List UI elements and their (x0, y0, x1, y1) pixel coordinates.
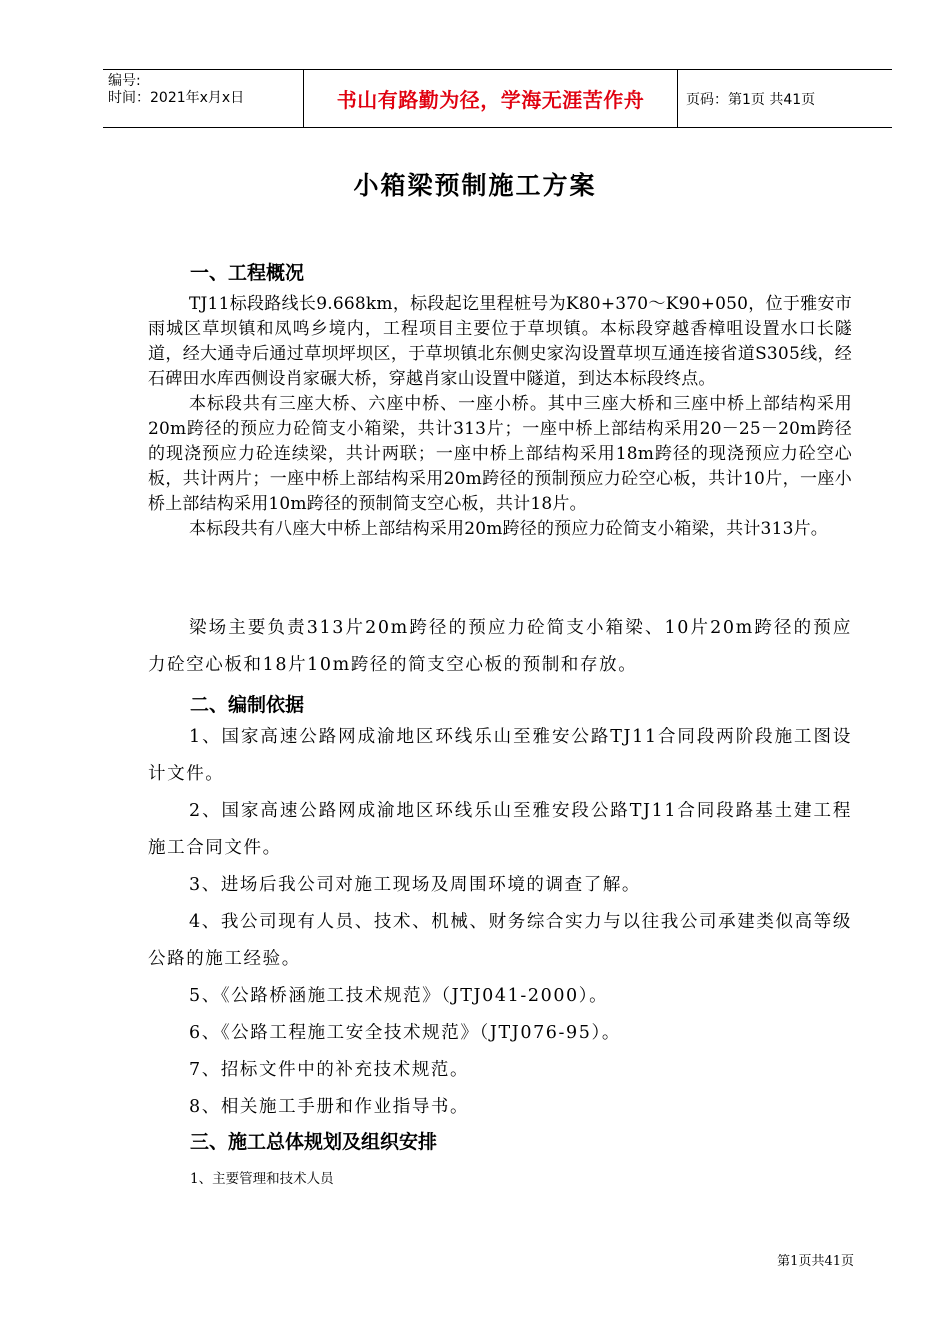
list-item: 1、国家高速公路网成渝地区环线乐山至雅安公路TJ11合同段两阶段施工图设计文件。 (148, 727, 852, 784)
paragraph: TJ11标段路线长9.668km，标段起讫里程桩号为K80+370～K90+050，位于雅安市雨城区草坝镇和凤鸣乡境内，工程项目主要位于草坝镇。本标段穿越香樟咀设置水口长隧道，经大通寺后通过草坝坪坝区，于草坝镇北东侧史家沟设置草坝互通连接省道S305线，经石碑田水库西侧设肖家碾大桥，穿越肖家山设置中隧道，到达本标段终点。 (148, 294, 852, 389)
page-header (103, 69, 892, 128)
paragraph: 本标段共有八座大中桥上部结构采用20m跨径的预应力砼简支小箱梁，共计313片。 (189, 519, 828, 539)
section-3-heading: 三、施工总体规划及组织安排 (190, 1131, 438, 1153)
header-motto: 书山有路勤为径，学海无涯苦作舟 (304, 70, 678, 127)
paragraph: 本标段共有三座大桥、六座中桥、一座小桥。其中三座大桥和三座中桥上部结构采用20m跨径的预应力砼简支小箱梁，共计313片；一座中桥上部结构采用20－25－20m跨径的现浇预应力砼连续梁，共计两联；一座中桥上部结构采用18m跨径的现浇预应力砼空心板，共计两片；一座中桥上部结构采用20m跨径的预制预应力砼空心板，共计10片，一座小桥上部结构采用10m跨径的预制简支空心板，共计18片。 (148, 394, 852, 514)
time-label: 时间：2021年x月x日 (108, 90, 245, 106)
header-page-code: 页码：第1页 共41页 (686, 91, 816, 108)
number-label: 编号: (108, 73, 141, 89)
list-item: 2、国家高速公路网成渝地区环线乐山至雅安段公路TJ11合同段路基土建工程施工合同文件。 (148, 801, 852, 858)
subsection-heading: 1、主要管理和技术人员 (190, 1171, 334, 1187)
list-item: 4、我公司现有人员、技术、机械、财务综合实力与以往我公司承建类似高等级公路的施工经验。 (148, 912, 852, 969)
section-1-heading: 一、工程概况 (190, 262, 305, 284)
document-title: 小箱梁预制施工方案 (353, 171, 597, 200)
list-item: 7、招标文件中的补充技术规范。 (189, 1060, 470, 1080)
list-item: 3、进场后我公司对施工现场及周围环境的调查了解。 (189, 875, 642, 895)
section-2-heading: 二、编制依据 (190, 694, 305, 716)
list-item: 5、《公路桥涵施工技术规范》（JTJ041-2000）。 (189, 986, 609, 1006)
list-item: 6、《公路工程施工安全技术规范》（JTJ076-95）。 (189, 1023, 621, 1043)
header-left-cell (103, 70, 304, 127)
list-item: 8、相关施工手册和作业指导书。 (189, 1097, 470, 1117)
section-1-body (148, 292, 852, 542)
paragraph: 梁场主要负责313片20m跨径的预应力砼简支小箱梁、10片20m跨径的预应力砼空心板和18片10m跨径的简支空心板的预制和存放。 (148, 618, 852, 675)
page-footer: 第1页共41页 (777, 1254, 854, 1269)
